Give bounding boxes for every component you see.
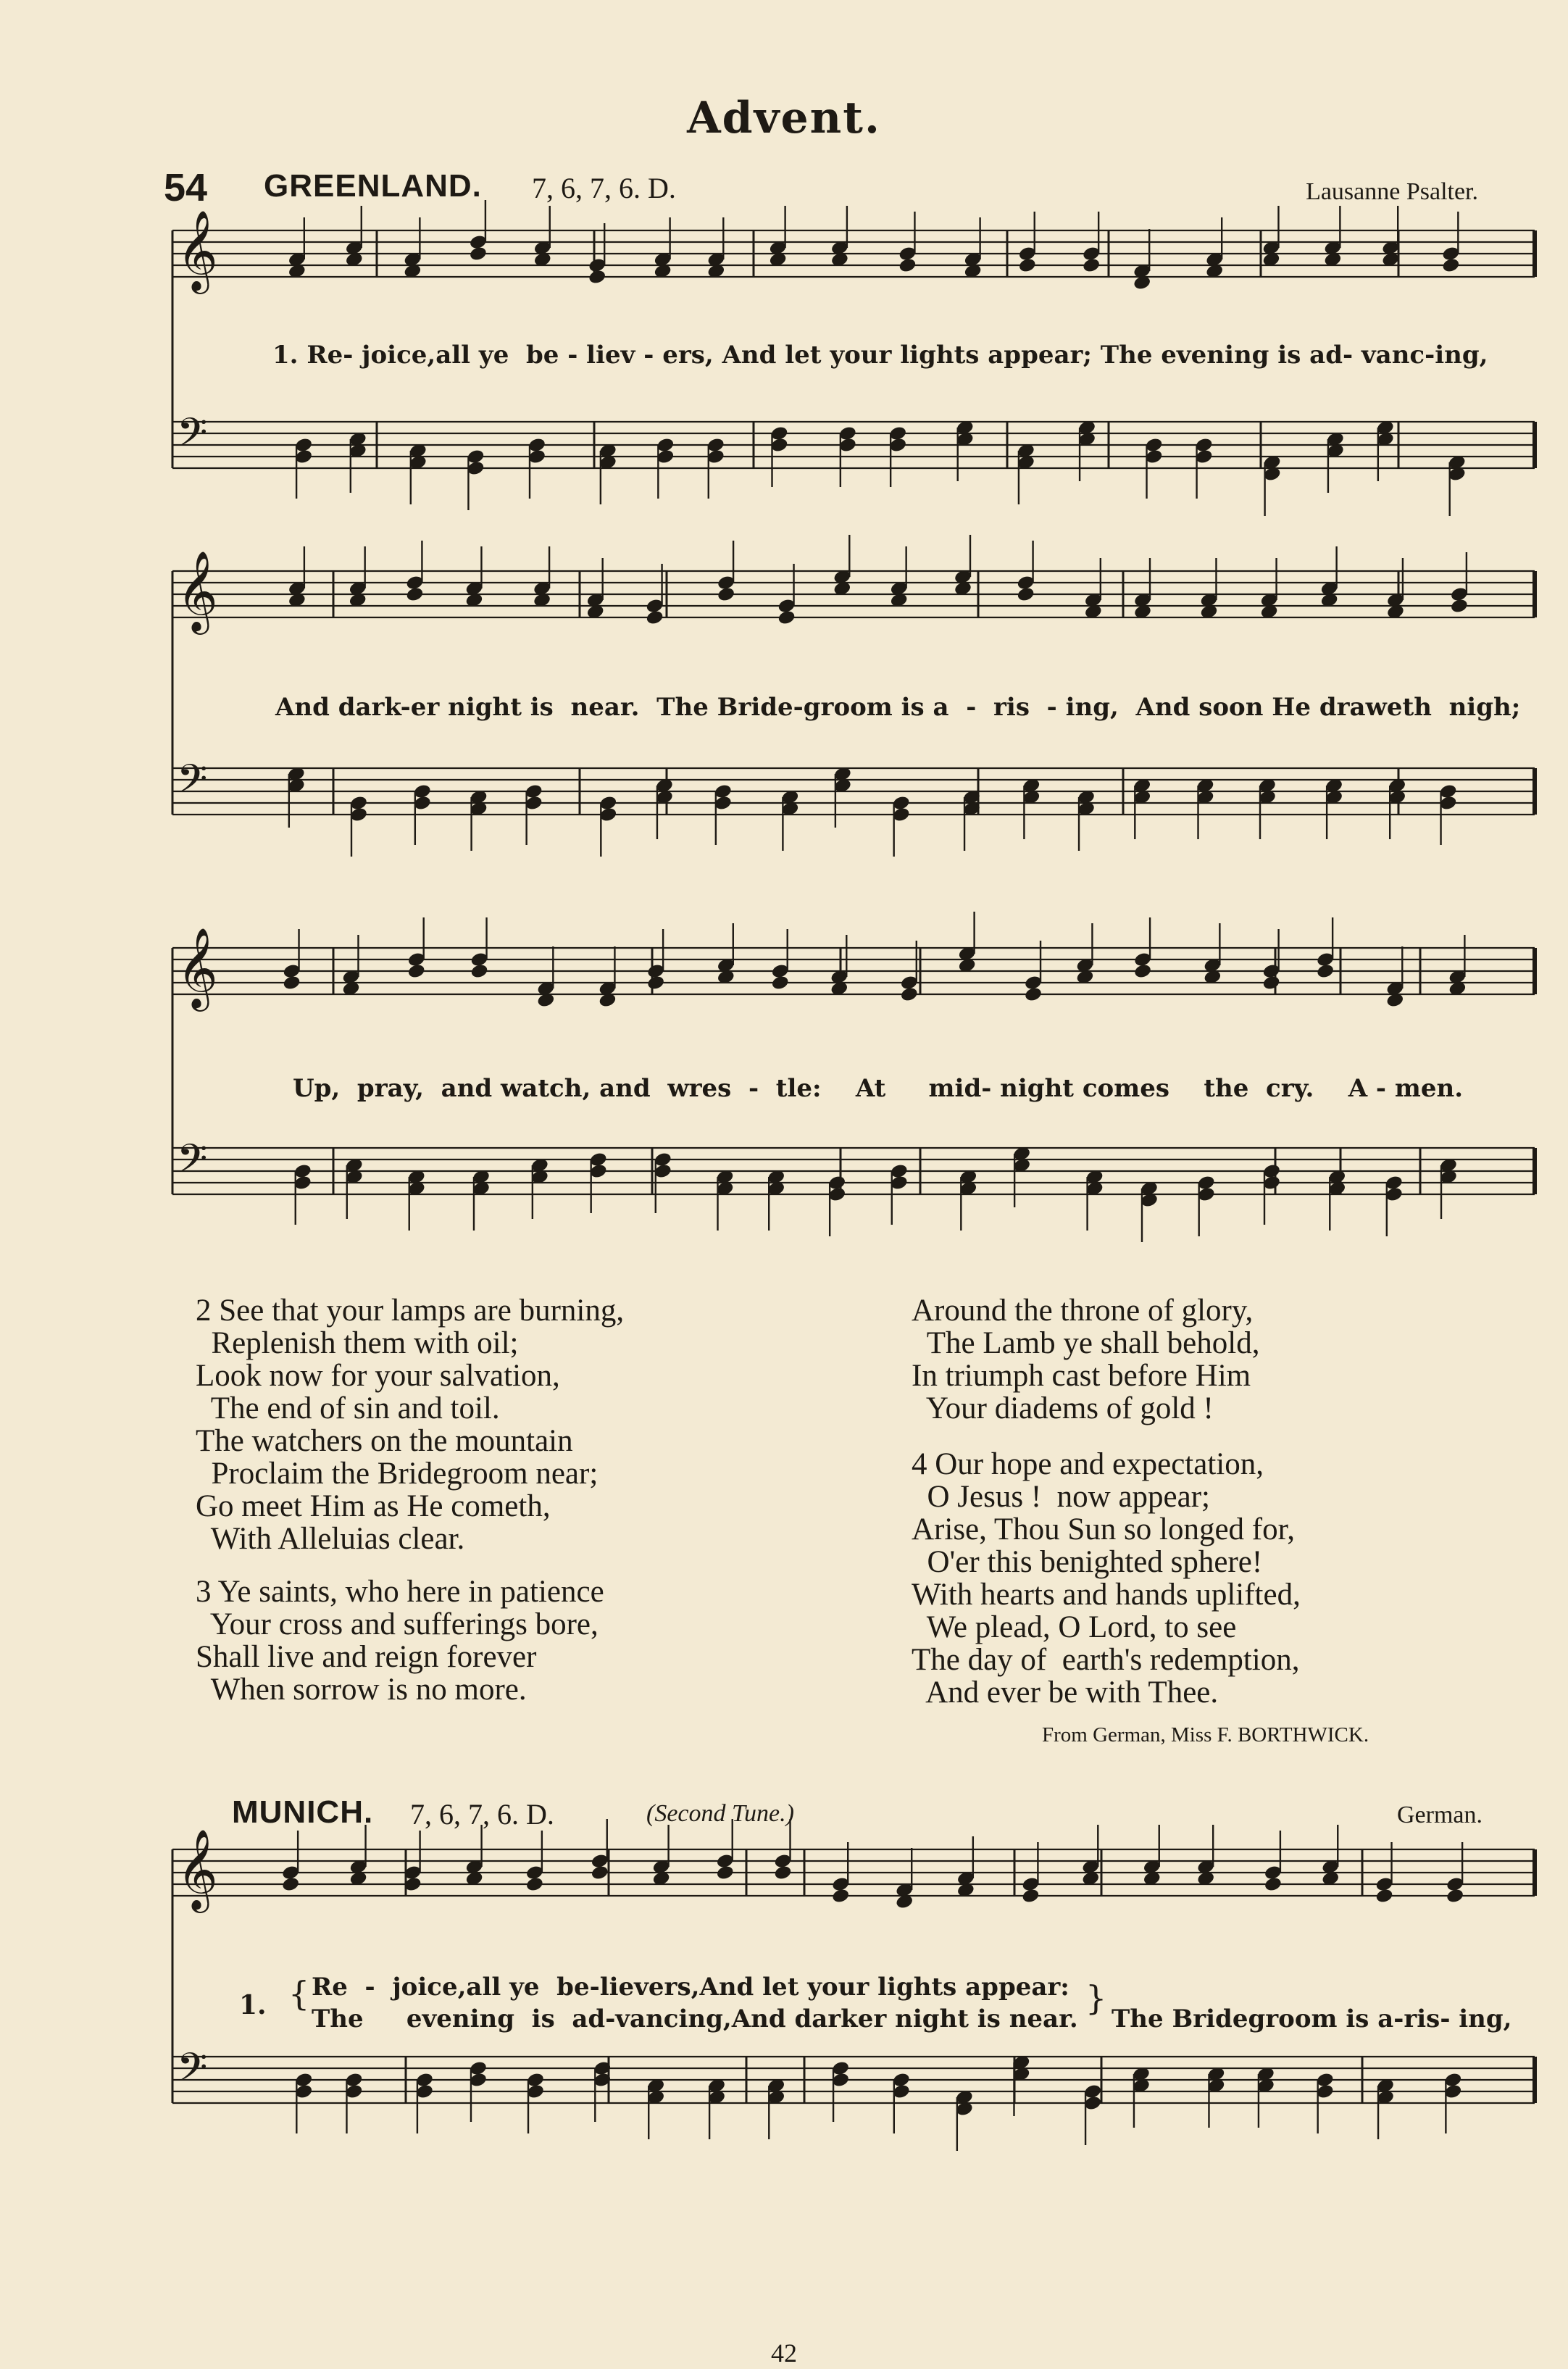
second-tune-source: German.	[1396, 1802, 1482, 1828]
verse-4	[912, 1448, 1301, 1709]
second-tune-lyrics-top: Re - joice,all ye be-lievers,And let your lights appear:	[312, 1973, 1069, 2002]
verse-line: With Alleluias clear.	[196, 1522, 465, 1556]
second-tune-lyrics-continue: The Bridegroom is a-ris- ing,	[1112, 2004, 1512, 2033]
verse-line: Proclaim the Bridegroom near;	[196, 1457, 599, 1491]
right-brace: }	[1085, 1978, 1107, 2018]
note-head	[588, 269, 606, 286]
left-brace: {	[288, 1974, 310, 2013]
bar-lines	[172, 230, 1535, 2103]
tune-source: Lausanne Psalter.	[1306, 178, 1478, 205]
bass-clef: 𝄢	[177, 1136, 208, 1191]
bass-clef: 𝄢	[177, 2044, 208, 2100]
note-head	[281, 1876, 300, 1893]
note-head	[1446, 1888, 1464, 1904]
lyric-line-1: 1. Re- joice,all ye be - liev - ers, And let your lights appear; The evening is ad- vanc-ing,	[272, 341, 1488, 370]
note-head	[1264, 1876, 1283, 1893]
verse-line: 3 Ye saints, who here in patience	[196, 1575, 604, 1609]
second-tune-name: MUNICH.	[232, 1794, 374, 1830]
verse-line: Arise, Thou Sun so longed for,	[912, 1512, 1295, 1546]
verse-line: With hearts and hands uplifted,	[912, 1578, 1301, 1612]
verse-line: Look now for your salvation,	[196, 1359, 560, 1393]
note-head	[470, 963, 488, 980]
treble-clef: 𝄞	[177, 927, 218, 1008]
note-head	[1262, 975, 1281, 991]
meter: 7, 6, 7, 6. D.	[532, 172, 676, 204]
treble-clef: 𝄞	[177, 550, 218, 631]
note-head	[1082, 257, 1101, 274]
verse-line: The Lamb ye shall behold,	[912, 1326, 1260, 1360]
verse-line: In triumph cast before Him	[912, 1359, 1251, 1393]
note-head	[282, 975, 301, 991]
note-head	[777, 609, 796, 626]
verse-line: Go meet Him as He cometh,	[196, 1489, 551, 1523]
note-head	[1024, 986, 1043, 1003]
second-tune-lyrics-bottom: The evening is ad-vancing,And darker night is near.	[312, 2004, 1078, 2033]
note-head	[1133, 963, 1152, 980]
staff-lines	[172, 230, 1535, 2103]
note-head	[771, 975, 790, 991]
note-head	[1316, 963, 1335, 980]
note-head	[525, 1876, 544, 1893]
section-title: Advent.	[687, 93, 881, 143]
note-head	[1017, 586, 1035, 603]
second-tune-note: (Second Tune.)	[646, 1800, 794, 1827]
verse-line: We plead, O Lord, to see	[912, 1610, 1237, 1644]
treble-clef: 𝄞	[177, 1828, 218, 1910]
note-head	[898, 257, 917, 274]
lyric-line-2: And dark-er night is near. The Bride-groom is a - ris - ing, And soon He draweth nigh;	[275, 693, 1521, 722]
note-head	[1450, 598, 1469, 615]
verse-line: Your cross and sufferings bore,	[196, 1607, 599, 1641]
note-head	[717, 586, 735, 603]
note-head	[646, 975, 665, 991]
verse-line: 4 Our hope and expectation,	[912, 1447, 1264, 1481]
bass-clef: 𝄢	[177, 756, 208, 812]
note-head	[1021, 1888, 1040, 1904]
verse-line: O Jesus ! now appear;	[912, 1480, 1210, 1514]
second-tune-verse-number: 1.	[239, 1990, 267, 2020]
note-head	[405, 586, 424, 603]
treble-clef: 𝄞	[177, 209, 218, 291]
attribution: From German, Miss F. BORTHWICK.	[1042, 1723, 1369, 1746]
lyric-line-3: Up, pray, and watch, and wres - tle: At mid- night comes the cry. A - men.	[293, 1074, 1464, 1103]
bass-clef: 𝄢	[177, 409, 208, 465]
verse-line: The end of sin and toil.	[196, 1391, 500, 1425]
note-head	[1375, 1888, 1393, 1904]
second-tune-meter: 7, 6, 7, 6. D.	[410, 1798, 554, 1831]
verse-line: Shall live and reign forever	[196, 1640, 537, 1674]
verse-line: O'er this benighted sphere!	[912, 1545, 1263, 1579]
verse-line: 2 See that your lamps are burning,	[196, 1294, 625, 1328]
verse-line: When sorrow is no more.	[196, 1673, 527, 1707]
page-number: 42	[771, 2339, 797, 2368]
verse-line: Around the throne of glory,	[912, 1294, 1254, 1328]
note-head	[1441, 257, 1460, 274]
hymn-number: 54	[164, 166, 208, 209]
verse-line: Replenish them with oil;	[196, 1326, 519, 1360]
note-head	[407, 963, 426, 980]
verse-line: Your diadems of gold !	[912, 1391, 1214, 1425]
note-head	[645, 609, 664, 626]
note-head	[469, 246, 488, 262]
note-heads	[281, 200, 1469, 2151]
verse-3	[196, 1575, 604, 1706]
tune-name: GREENLAND.	[264, 168, 482, 204]
verse-line: And ever be with Thee.	[912, 1675, 1219, 1710]
note-head	[773, 1865, 792, 1881]
verse-line: The day of earth's redemption,	[912, 1643, 1300, 1677]
note-head	[1018, 257, 1037, 274]
verse-line: The watchers on the mountain	[196, 1424, 573, 1458]
note-head	[831, 1888, 850, 1904]
note-head	[900, 986, 919, 1003]
verse-3-continued	[912, 1294, 1259, 1425]
clefs	[177, 209, 218, 2100]
note-head	[716, 1865, 735, 1881]
note-head	[591, 1865, 609, 1881]
verse-2	[196, 1294, 624, 1555]
